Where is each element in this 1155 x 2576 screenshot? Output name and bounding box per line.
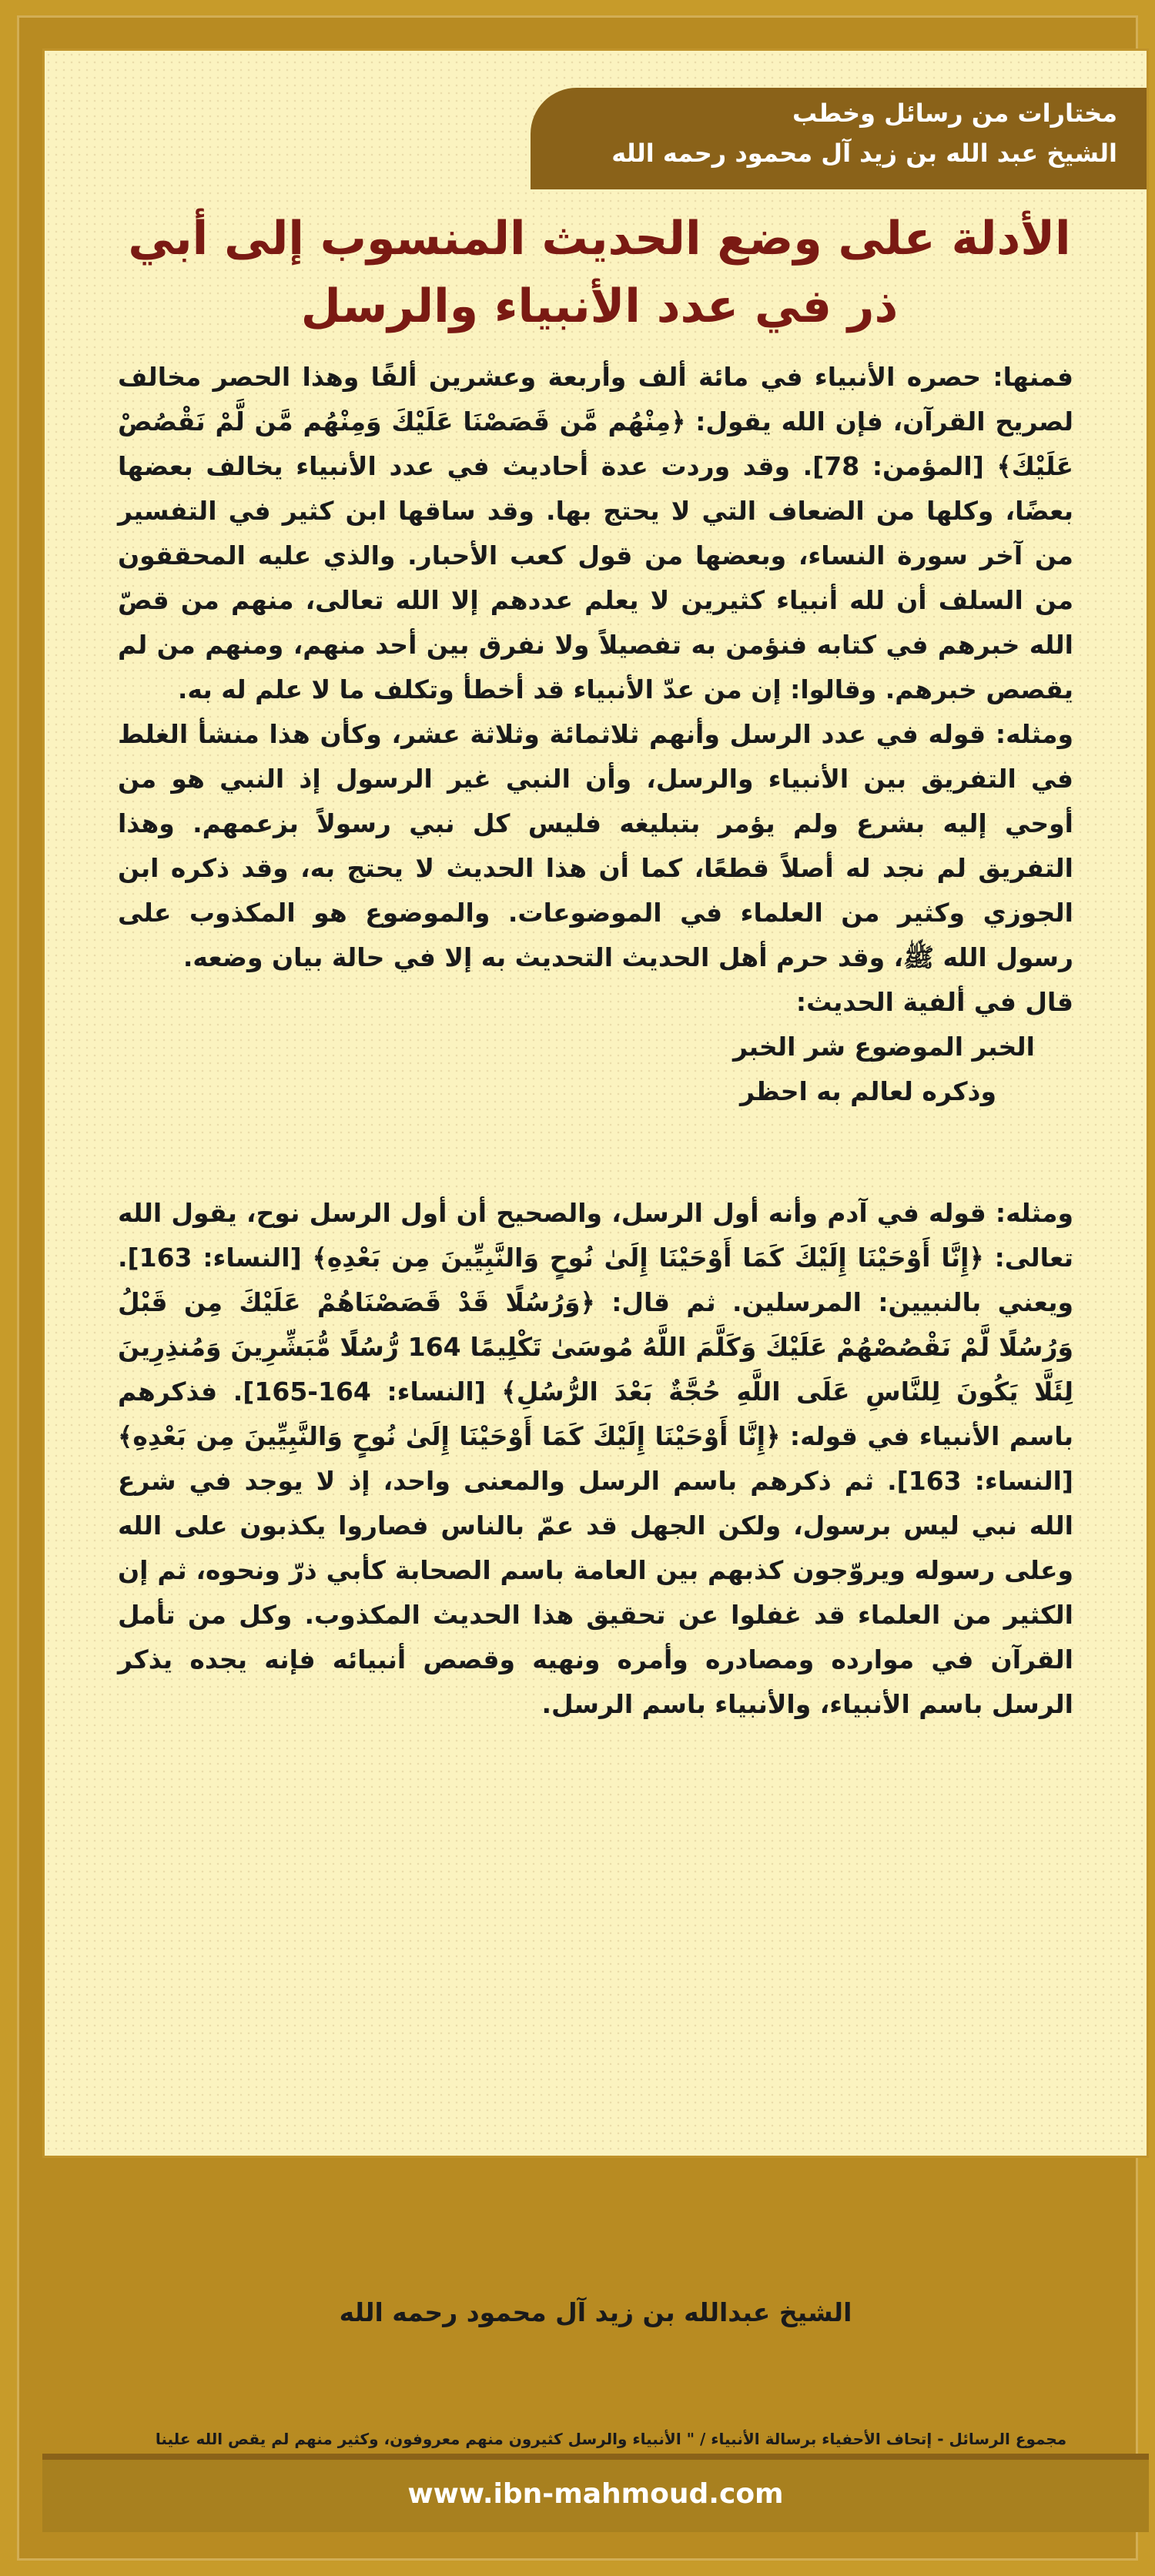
paragraph: ومثله: قوله في آدم وأنه أول الرسل، والصحيح أن أول الرسل نوح، يقول الله تعالى: ﴿إِنَّا أَوْحَيْنَا إِلَيْكَ كَمَا أَوْحَيْنَا إِلَىٰ نُوحٍ وَالنَّبِيِّينَ مِن بَعْدِهِ﴾ [النساء: 163]. ويعني بالنبيين: المرسلين. ثم قال: ﴿وَرُسُلًا قَدْ قَصَصْنَاهُمْ عَلَيْكَ مِن قَبْلُ وَرُسُلًا لَّمْ نَقْصُصْهُمْ عَلَيْكَ وَكَلَّمَ اللَّهُ مُوسَىٰ تَكْلِيمًا 164 رُّسُلًا مُّبَشِّرِينَ وَمُنذِرِينَ لِئَلَّا يَكُونَ لِلنَّاسِ عَلَى اللَّهِ حُجَّةٌ بَعْدَ الرُّسُلِ﴾ [النساء: 164-165]. فذكرهم باسم الأنبياء في قوله: ﴿إِنَّا أَوْحَيْنَا إِلَيْكَ كَمَا أَوْحَيْنَا إِلَىٰ نُوحٍ وَالنَّبِيِّينَ مِن بَعْدِهِ﴾ [النساء: 163]. ثم ذكرهم باسم الرسل والمعنى واحد، إذ لا يوجد في شرع الله نبي ليس برسول، ولكن الجهل قد عمّ بالناس فصاروا يكذبون على الله وعلى رسوله ويروّجون كذبهم بين العامة باسم الصحابة كأبي ذرّ ونحوه، ثم إن الكثير من العلماء قد غفلوا عن تحقيق هذا الحديث المكذوب. وكل من تأمل القرآن في موارده ومصادره وأمره ونهيه وقصص أنبيائه فإنه يجده يذكر الرسل باسم الأنبياء، والأنبياء باسم الرسل. — [118, 1198, 1074, 1719]
website-link[interactable]: www.ibn-mahmoud.com — [407, 2478, 784, 2510]
spacer — [118, 1114, 1073, 1191]
article-body — [118, 355, 1073, 1727]
poem-verse: الخبر الموضوع شر الخبر — [732, 1032, 1035, 1062]
header-band — [531, 88, 1147, 189]
footer-divider — [42, 2454, 1149, 2460]
paragraph: فمنها: حصره الأنبياء في مائة ألف وأربعة وعشرين ألفًا وهذا الحصر مخالف لصريح القرآن، فإن الله يقول: ﴿مِنْهُم مَّن قَصَصْنَا عَلَيْكَ وَمِنْهُم مَّن لَّمْ نَقْصُصْ عَلَيْكَ﴾ [المؤمن: 78]. وقد وردت عدة أحاديث في عدد الأنبياء يخالف بعضها بعضًا، وكلها من الضعاف التي لا يحتج بها. وقد ساقها ابن كثير في التفسير من آخر سورة النساء، وبعضها من قول كعب الأحبار. والذي عليه المحققون من السلف أن لله أنبياء كثيرين لا يعلم عددهم إلا الله تعالى، منهم من قصّ الله خبرهم في كتابه فنؤمن به تفصيلاً ولا نفرق بين أحد منهم، ومنهم من لم يقصص خبرهم. وقالوا: إن من عدّ الأنبياء قد أخطأ وتكلف ما لا علم له به. — [118, 362, 1073, 704]
page-frame — [17, 15, 1138, 2561]
poem — [118, 1025, 1073, 1114]
source-citation: مجموع الرسائل - إتحاف الأحفياء برسالة الأنبياء / " الأنبياء والرسل كثيرون منهم معروفون، وكثير منهم لم يقص الله علينا — [155, 2430, 1067, 2448]
footer-bar — [42, 2460, 1149, 2532]
poem-verse: وذكره لعالم به احظر — [740, 1076, 996, 1106]
signature: الشيخ عبدالله بن زيد آل محمود رحمه الله — [339, 2297, 852, 2327]
paragraph: ومثله: قوله في عدد الرسل وأنهم ثلاثمائة وثلاثة عشر، وكأن هذا منشأ الغلط في التفريق بين الأنبياء والرسل، وأن النبي غير الرسول إذ النبي هو من أوحي إليه بشرع ولم يؤمر بتبليغه فليس كل نبي رسولاً بزعمهم. وهذا التفريق لم نجد له أصلاً قطعًا، كما أن هذا الحديث لا يحتج به، وقد ذكره ابن الجوزي وكثير من العلماء في الموضوعات. والموضوع هو المكذوب على رسول الله ﷺ، وقد حرم أهل الحديث التحديث به إلا في حالة بيان وضعه. — [118, 719, 1073, 972]
paragraph: قال في ألفية الحديث: — [795, 987, 1073, 1017]
article-title: الأدلة على وضع الحديث المنسوب إلى أبي ذر في عدد الأنبياء والرسل — [128, 212, 1071, 333]
content-panel — [42, 49, 1149, 2448]
author-name: الشيخ عبد الله بن زيد آل محمود رحمه الله — [611, 139, 1117, 168]
series-title: مختارات من رسائل وخطب — [792, 99, 1117, 128]
